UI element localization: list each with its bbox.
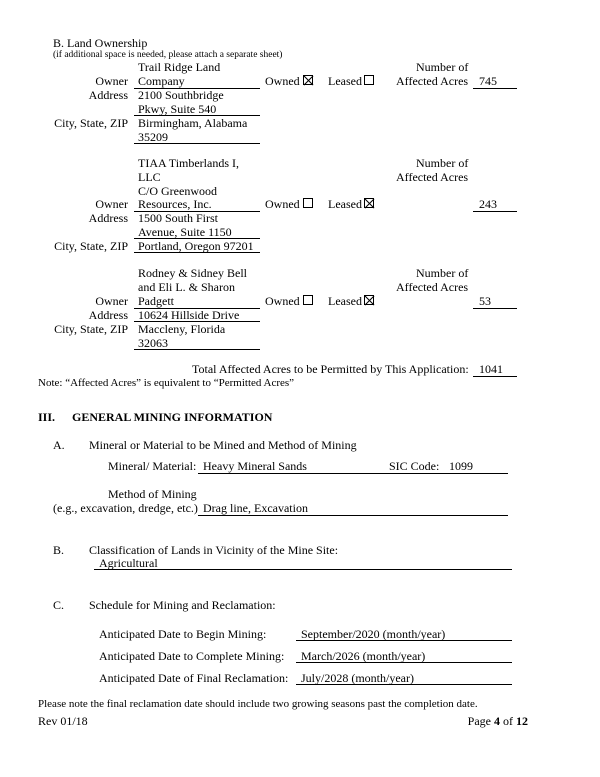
page-current: 4 — [494, 714, 500, 728]
section-b-note: (if additional space is needed, please attach a separate sheet) — [53, 50, 283, 60]
section-iii-title: GENERAL MINING INFORMATION — [72, 410, 273, 424]
owner3-leased-label: Leased — [328, 294, 362, 308]
begin-mining-label: Anticipated Date to Begin Mining: — [99, 627, 267, 641]
begin-mining-value: September/2020 (month/year) — [301, 627, 446, 641]
section-iii-b-letter: B. — [53, 543, 65, 557]
owner3-city-underline — [134, 349, 260, 350]
owner1-city-label: City, State, ZIP — [54, 116, 128, 130]
complete-mining-label: Anticipated Date to Complete Mining: — [99, 649, 285, 663]
owner2-owned-label: Owned — [265, 197, 300, 211]
owner1-acres-value: 745 — [479, 74, 497, 88]
owner2-address-line1: 1500 South First — [138, 211, 219, 225]
owner2-acres-value: 243 — [479, 197, 497, 211]
owner3-city-line2: 32063 — [138, 336, 168, 350]
total-label: Total Affected Acres to be Permitted by This Application: — [192, 362, 469, 376]
owner3-name-line1: Rodney & Sidney Bell — [138, 266, 247, 280]
method-value: Drag line, Excavation — [203, 501, 308, 515]
owner1-affected-acres-label: Affected Acres — [396, 74, 469, 88]
owner1-city-underline — [134, 143, 260, 144]
owner2-name-line3: C/O Greenwood — [138, 184, 217, 198]
sic-code-label: SIC Code: — [389, 459, 440, 473]
owner3-address-label: Address — [88, 308, 128, 322]
final-reclamation-value: July/2028 (month/year) — [301, 671, 414, 685]
owner3-name-line2: and Eli L. & Sharon — [138, 280, 235, 294]
begin-mining-underline — [296, 640, 512, 641]
page-total: 12 — [516, 714, 528, 728]
owner3-city-label: City, State, ZIP — [54, 322, 128, 336]
owner3-acres-underline — [473, 308, 517, 309]
section-a-title: Mineral or Material to be Mined and Method of Mining — [89, 438, 357, 452]
sic-code-value: 1099 — [449, 459, 473, 473]
owner2-owner-label: Owner — [95, 197, 128, 211]
owner1-city-line2: 35209 — [138, 130, 168, 144]
section-c-title: Schedule for Mining and Reclamation: — [89, 598, 276, 612]
owner3-address-line1: 10624 Hillside Drive — [138, 308, 240, 322]
owner2-number-of-label: Number of — [416, 156, 469, 170]
owner3-affected-acres-label: Affected Acres — [396, 280, 469, 294]
owner1-owned-label: Owned — [265, 74, 300, 88]
reclamation-note: Please note the final reclamation date should include two growing seasons past the completion date. — [38, 698, 478, 710]
total-underline — [473, 376, 517, 377]
owner2-acres-underline — [473, 211, 517, 212]
owner1-acres-underline — [473, 88, 517, 89]
owner2-city-line1: Portland, Oregon 97201 — [138, 239, 254, 253]
land-classification-value: Agricultural — [99, 556, 158, 570]
mineral-value: Heavy Mineral Sands — [203, 459, 307, 473]
method-underline — [198, 515, 508, 516]
page-number — [400, 714, 528, 728]
method-label-line1: Method of Mining — [108, 487, 197, 501]
owner1-leased-checkbox[interactable] — [364, 75, 374, 85]
final-reclamation-underline — [296, 684, 512, 685]
owner2-leased-label: Leased — [328, 197, 362, 211]
owner1-name-line2: Company — [138, 74, 185, 88]
mineral-label: Mineral/ Material: — [108, 459, 197, 473]
owner3-owned-checkbox[interactable] — [303, 295, 313, 305]
owner1-owner-label: Owner — [95, 74, 128, 88]
owner2-owned-checkbox[interactable] — [303, 198, 313, 208]
owner2-city-underline — [134, 252, 260, 253]
owner3-name-line3: Padgett — [138, 294, 174, 308]
owner1-address-line2: Pkwy, Suite 540 — [138, 102, 217, 116]
total-value: 1041 — [479, 362, 503, 376]
owner2-city-label: City, State, ZIP — [54, 239, 128, 253]
mineral-underline — [198, 473, 508, 474]
affected-acres-note: Note: “Affected Acres” is equivalent to “Permitted Acres” — [38, 377, 295, 389]
owner1-city-line1: Birmingham, Alabama — [138, 116, 248, 130]
owner2-name-line4: Resources, Inc. — [138, 197, 212, 211]
owner1-leased-label: Leased — [328, 74, 362, 88]
revision-label: Rev 01/18 — [38, 714, 88, 728]
owner3-city-line1: Maccleny, Florida — [138, 322, 226, 336]
owner2-affected-acres-label: Affected Acres — [396, 170, 469, 184]
owner3-leased-checkbox[interactable] — [364, 295, 374, 305]
page-of: of — [500, 714, 516, 728]
section-iii-b-title: Classification of Lands in Vicinity of the Mine Site: — [89, 543, 339, 557]
owner3-owned-label: Owned — [265, 294, 300, 308]
owner3-owner-label: Owner — [95, 294, 128, 308]
land-classification-underline — [94, 569, 512, 570]
owner2-address-line2: Avenue, Suite 1150 — [138, 225, 232, 239]
owner2-name-line2: LLC — [138, 170, 161, 184]
final-reclamation-label: Anticipated Date of Final Reclamation: — [99, 671, 289, 685]
method-label-line2: (e.g., excavation, dredge, etc.) — [53, 501, 198, 515]
owner2-name-line1: TIAA Timberlands I, — [138, 156, 240, 170]
owner1-name-line1: Trail Ridge Land — [138, 60, 221, 74]
owner3-number-of-label: Number of — [416, 266, 469, 280]
section-iii-number: III. — [38, 410, 56, 424]
section-a-letter: A. — [53, 438, 65, 452]
owner2-leased-checkbox[interactable] — [364, 198, 374, 208]
owner1-number-of-label: Number of — [416, 60, 469, 74]
page-prefix: Page — [467, 714, 494, 728]
owner3-acres-value: 53 — [479, 294, 491, 308]
owner1-address-line1: 2100 Southbridge — [138, 88, 224, 102]
complete-mining-value: March/2026 (month/year) — [301, 649, 426, 663]
complete-mining-underline — [296, 662, 512, 663]
owner2-address-label: Address — [88, 211, 128, 225]
owner1-address-label: Address — [88, 88, 128, 102]
section-c-letter: C. — [53, 598, 65, 612]
section-b-title: B. Land Ownership — [53, 36, 148, 50]
owner1-owned-checkbox[interactable] — [303, 75, 313, 85]
